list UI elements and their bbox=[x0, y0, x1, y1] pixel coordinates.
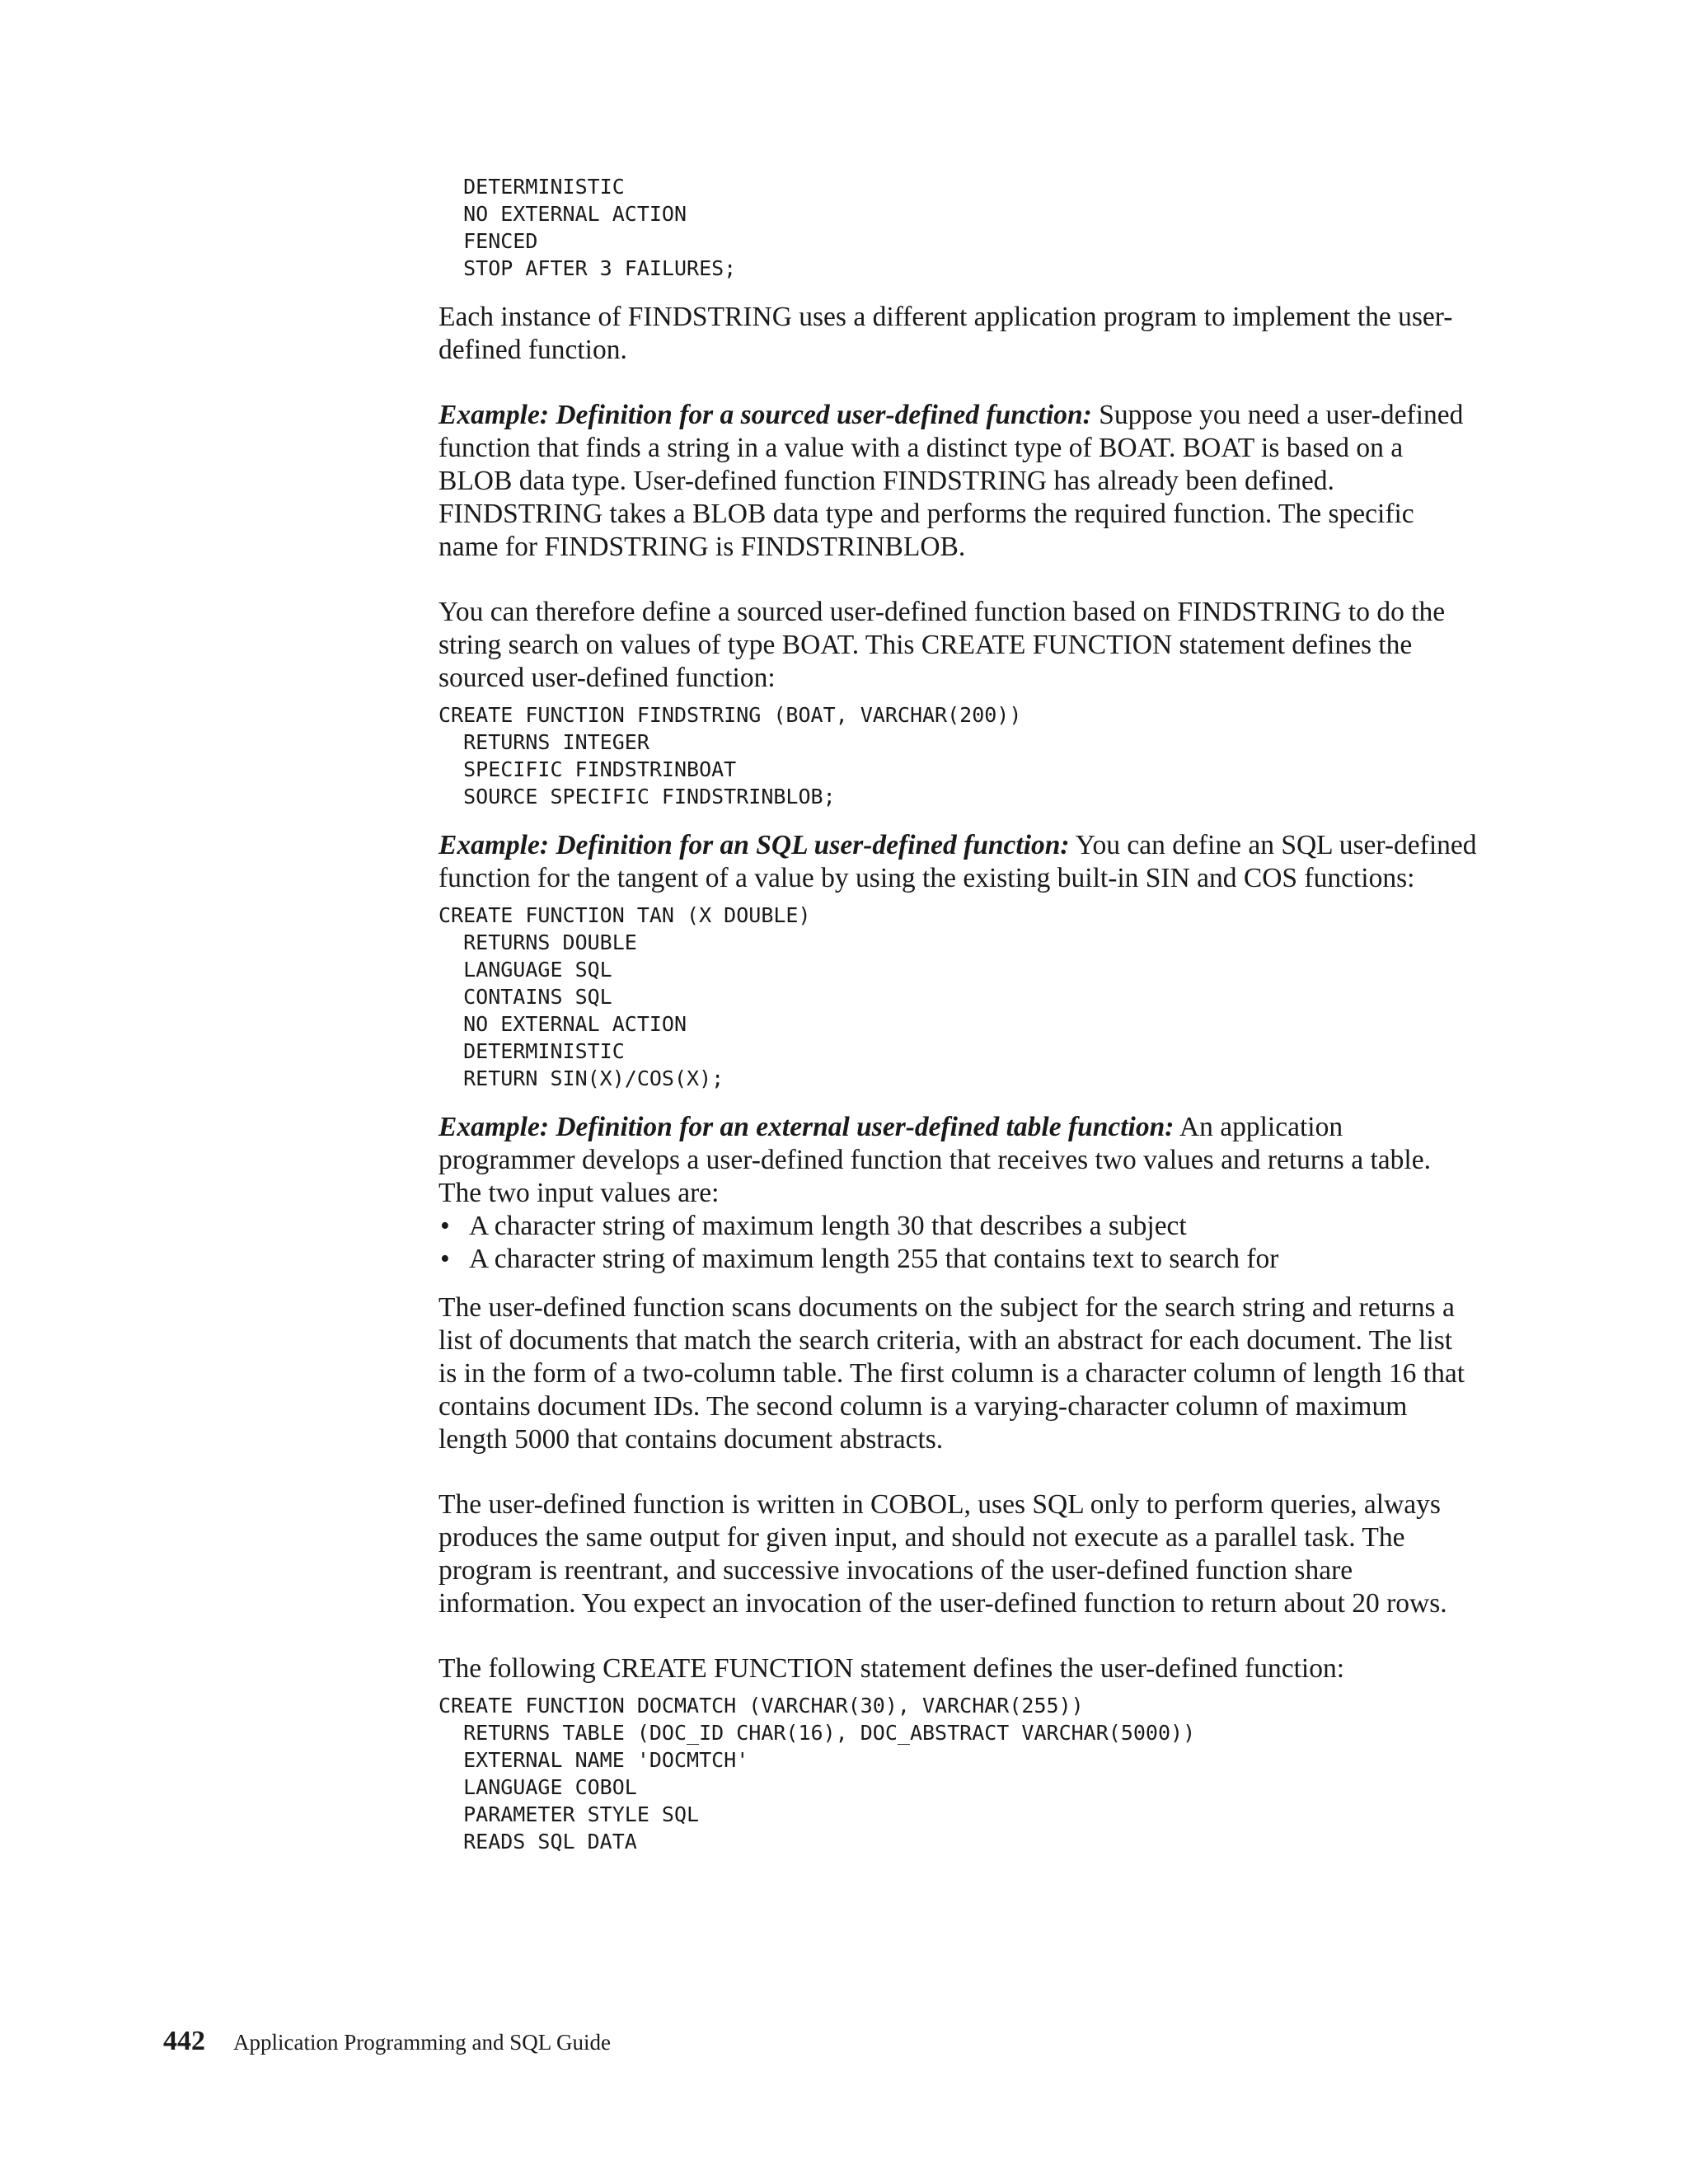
list-item: • A character string of maximum length 255 that contains text to search for bbox=[440, 1244, 1279, 1274]
example-heading-sql: Example: Definition for an SQL user-defined function: bbox=[438, 830, 1070, 860]
paragraph-cobol: The user-defined function is written in COBOL, uses SQL only to perform queries, always produces the same output for given input, and should not execute as a parallel task. The program is reentrant, and successive invocations of the user-defined function share information. You expect an invocation of the user-defined function to return about 20 rows. bbox=[438, 1489, 1447, 1619]
paragraph-instances: Each instance of FINDSTRING uses a different application program to implement the user-defined function. bbox=[438, 302, 1453, 365]
code-block-sql: CREATE FUNCTION TAN (X DOUBLE) RETURNS DOUBLE LANGUAGE SQL CONTAINS SQL NO EXTERNAL ACTION DETERMINISTIC RETURN SIN(X)/COS(X); bbox=[438, 903, 811, 1090]
list-item: • A character string of maximum length 30 that describes a subject bbox=[440, 1211, 1187, 1241]
example-text-sourced: Suppose you need a user-defined function that finds a string in a value with a distinct type of BOAT. BOAT is based on a BLOB data type. User-defined function FINDSTRING has already been defined. FINDSTRING takes a BLOB data type and performs the required function. The specific name for FINDSTRING is FINDSTRINBLOB. bbox=[438, 400, 1464, 562]
paragraph-sql-example bbox=[438, 829, 1477, 895]
paragraph-sourced-example bbox=[438, 399, 1477, 564]
input-values-list bbox=[438, 1210, 1477, 1276]
code-block-table: CREATE FUNCTION DOCMATCH (VARCHAR(30), VARCHAR(255)) RETURNS TABLE (DOC_ID CHAR(16), DOC_ABSTRACT VARCHAR(5000)) EXTERNAL NAME 'DOCMTCH' LANGUAGE COBOL PARAMETER STYLE SQL READS SQL DATA bbox=[438, 1694, 1196, 1854]
paragraph-scans: The user-defined function scans documents on the subject for the search string and returns a list of documents that match the search criteria, with an abstract for each document. The list is in the form of a two-column table. The first column is a character column of length 16 that contains document IDs. The second column is a varying-character column of maximum length 5000 that contains document abstracts. bbox=[438, 1292, 1465, 1455]
page-footer bbox=[163, 2026, 611, 2057]
book-title: Application Programming and SQL Guide bbox=[233, 2030, 611, 2055]
paragraph-table-example bbox=[438, 1111, 1477, 1210]
example-heading-table: Example: Definition for an external user-defined table function: bbox=[438, 1112, 1175, 1142]
example-text-table: An application programmer develops a user-defined function that receives two values and returns a table. The two input values are: bbox=[438, 1112, 1431, 1208]
example-heading-sourced: Example: Definition for a sourced user-defined function: bbox=[438, 400, 1092, 430]
code-block-sourced: CREATE FUNCTION FINDSTRING (BOAT, VARCHAR(200)) RETURNS INTEGER SPECIFIC FINDSTRINBOAT SOURCE SPECIFIC FINDSTRINBLOB; bbox=[438, 703, 1022, 808]
page-content bbox=[438, 173, 1477, 1855]
example-text-sql: You can define an SQL user-defined function for the tangent of a value by using the existing built-in SIN and COS functions: bbox=[438, 830, 1477, 893]
code-block-top: DETERMINISTIC NO EXTERNAL ACTION FENCED STOP AFTER 3 FAILURES; bbox=[463, 175, 737, 280]
page-number: 442 bbox=[163, 2026, 205, 2056]
paragraph-therefore: You can therefore define a sourced user-defined function based on FINDSTRING to do the string search on values of type BOAT. This CREATE FUNCTION statement defines the sourced user-defined function: bbox=[438, 597, 1446, 693]
paragraph-following: The following CREATE FUNCTION statement defines the user-defined function: bbox=[438, 1653, 1345, 1684]
